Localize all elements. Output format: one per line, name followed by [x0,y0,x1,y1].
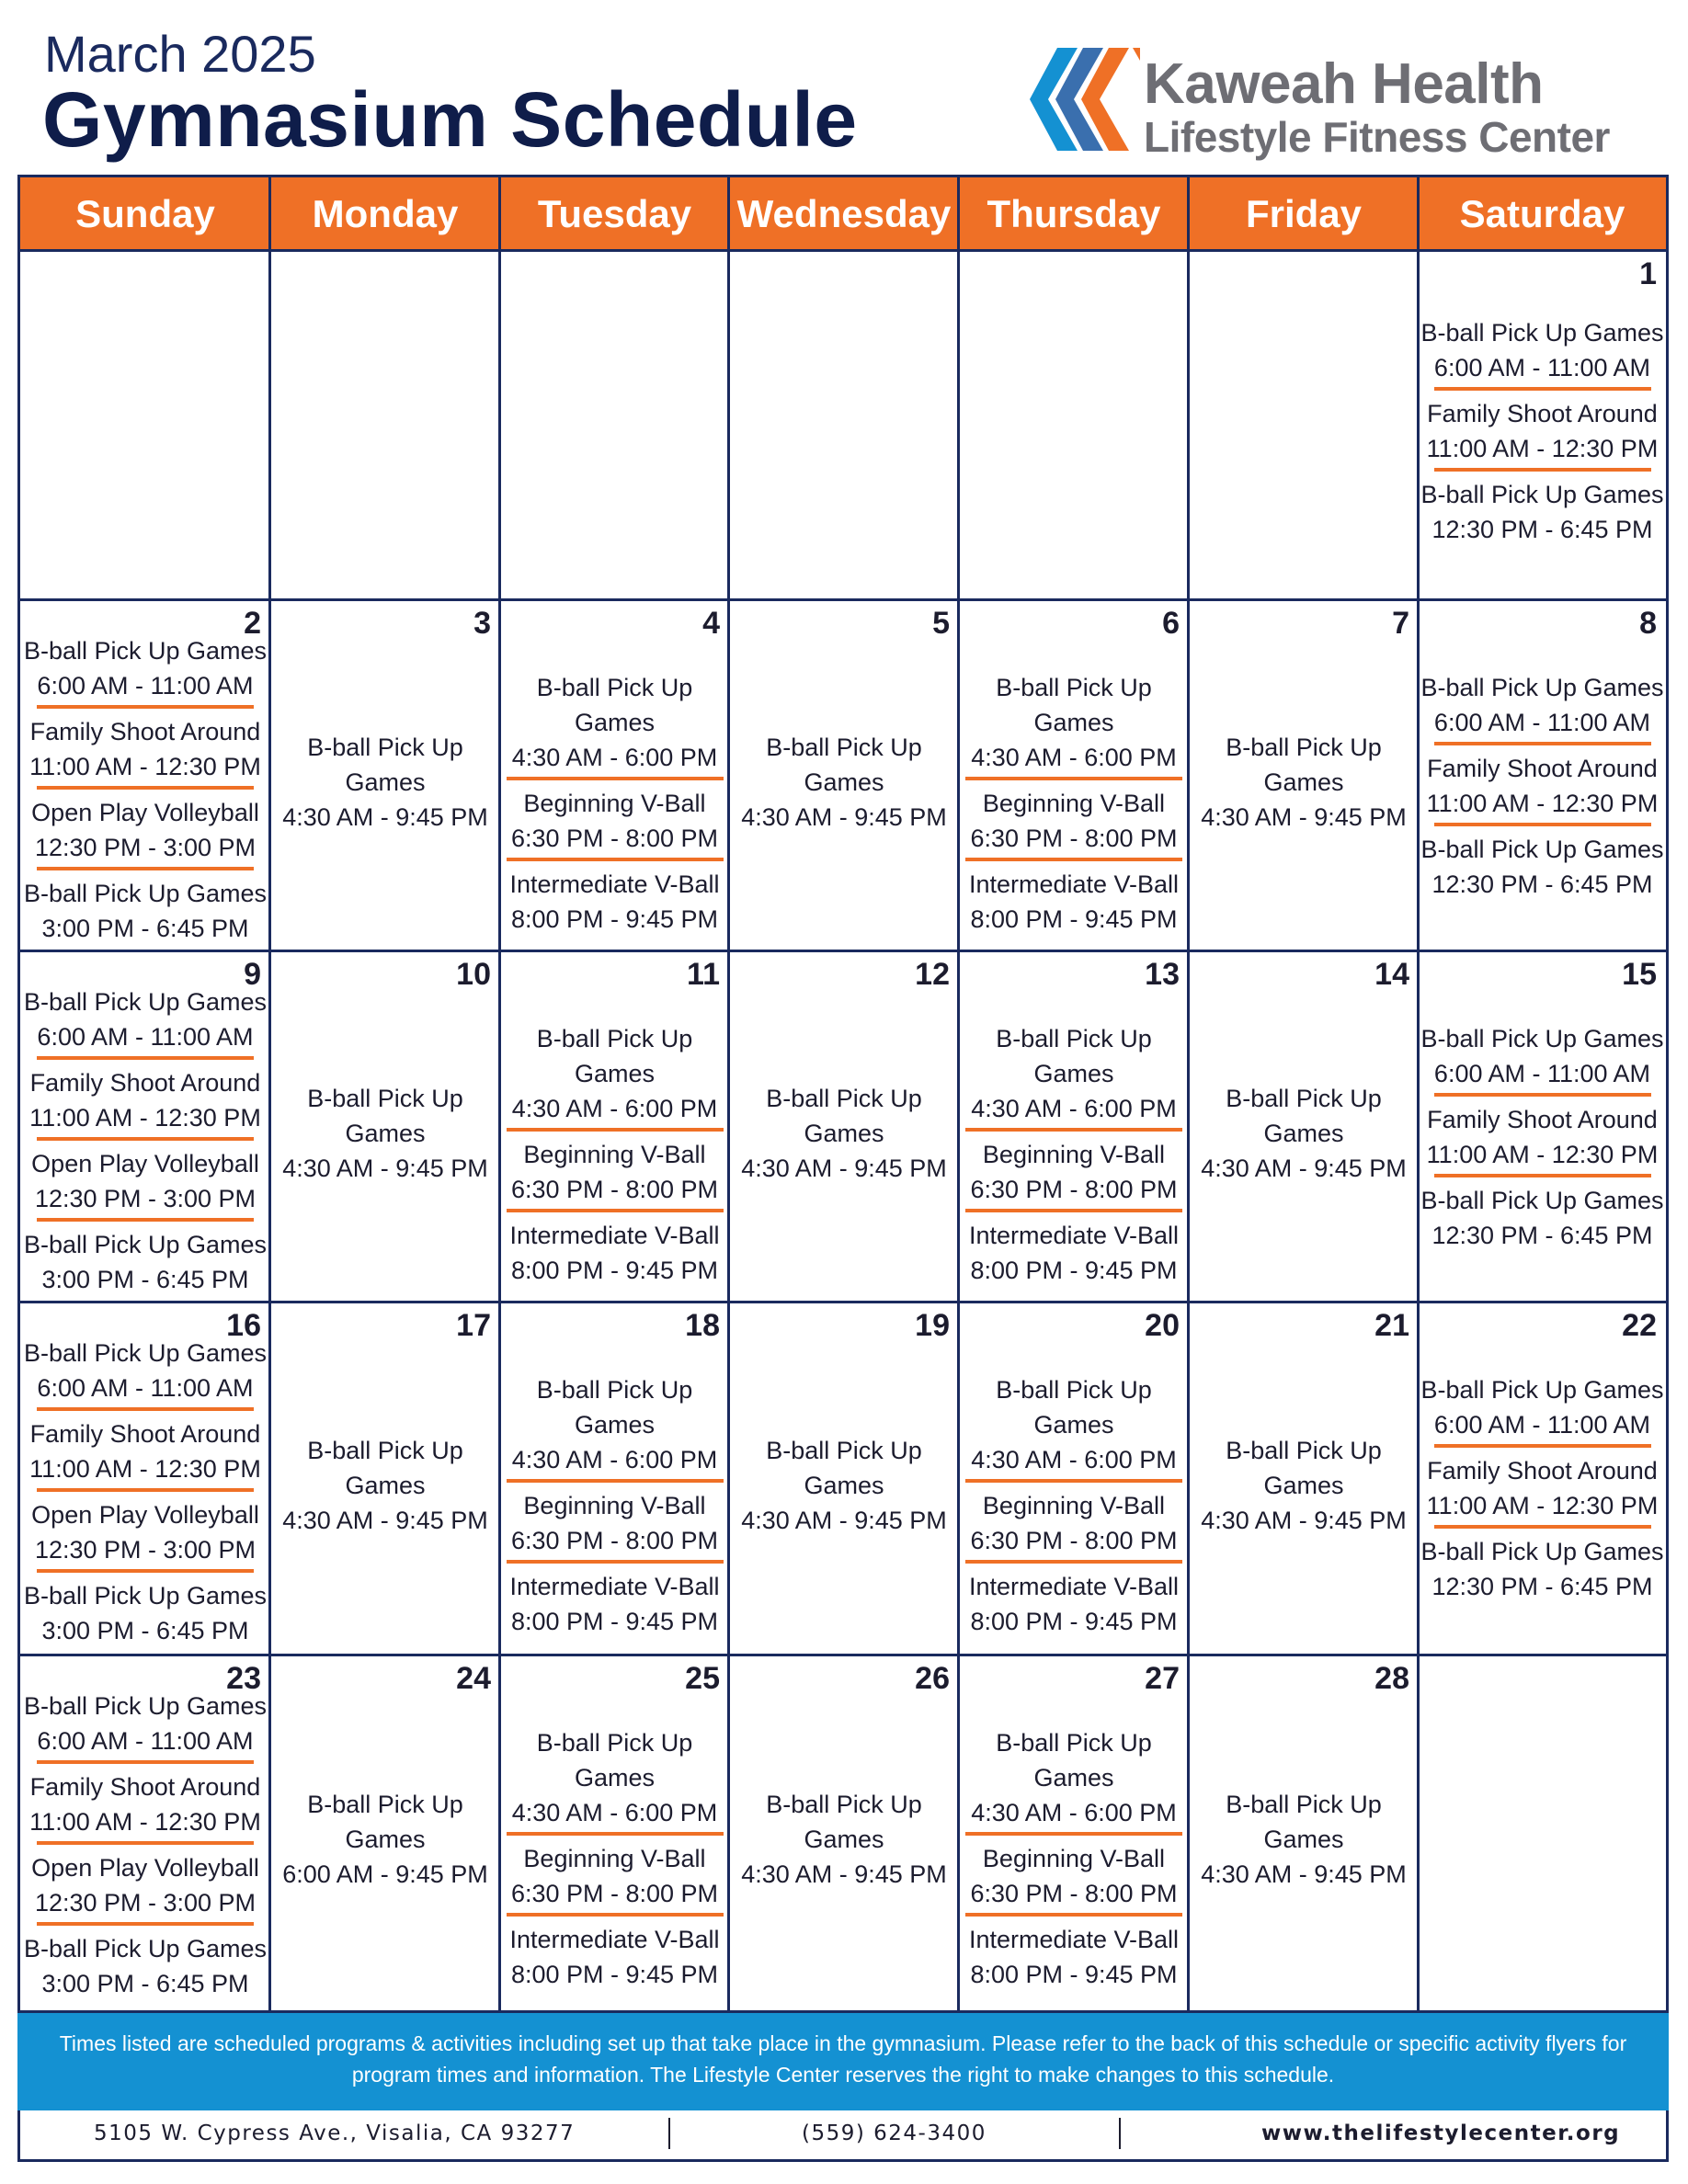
event-time: 8:00 PM - 9:45 PM [970,1257,1178,1284]
event-name: B-ball Pick Up Games [1420,836,1664,863]
day-cell [729,1302,959,1655]
day-number: 1 [1639,256,1657,291]
day-number: 14 [1374,957,1409,992]
event-name: Family Shoot Around [1427,400,1658,427]
event-list [20,984,270,1297]
event-list [20,1336,270,1648]
event-name: B-ball Pick Up Games [1226,1437,1382,1499]
event-divider [1434,1093,1651,1097]
day-cell [500,1302,729,1655]
event-time: 6:00 AM - 11:00 AM [37,672,254,700]
event-list [500,1725,729,1992]
day-cell [1189,1655,1419,2010]
event-name: Intermediate V-Ball [509,870,720,898]
event-name: Intermediate V-Ball [968,1573,1180,1600]
event-time: 8:00 PM - 9:45 PM [970,1608,1178,1635]
event-name: Intermediate V-Ball [509,1926,720,1953]
event-divider [1434,823,1651,826]
event-divider [37,1488,254,1492]
event-name: Beginning V-Ball [982,1492,1166,1519]
event-list [270,1787,500,1892]
event-time: 11:00 AM - 12:30 PM [1426,435,1659,462]
event-divider [965,1560,1182,1564]
event-time: 4:30 AM - 6:00 PM [511,1095,718,1122]
event-time: 3:00 PM - 6:45 PM [41,1266,249,1293]
empty-day-cell [959,251,1189,600]
event-name: B-ball Pick Up Games [1226,734,1382,796]
event-divider [507,1832,724,1836]
event-divider [1434,1444,1651,1448]
day-number: 16 [226,1308,261,1343]
event-time: 6:30 PM - 8:00 PM [510,1880,719,1907]
day-cell [1419,951,1666,1302]
event-time: 8:00 PM - 9:45 PM [510,905,719,933]
event-time: 4:30 AM - 9:45 PM [1201,1155,1407,1182]
event-name: Open Play Volleyball [31,1501,259,1529]
event-time: 12:30 PM - 3:00 PM [34,1536,257,1564]
day-cell [1189,600,1419,951]
event-name: B-ball Pick Up Games [1420,1376,1664,1404]
day-cell [729,1655,959,2010]
event-name: B-ball Pick Up Games [23,880,268,907]
event-divider [507,1479,724,1483]
event-time: 4:30 AM - 9:45 PM [282,1155,488,1182]
event-time: 4:30 AM - 9:45 PM [1201,1860,1407,1888]
event-name: B-ball Pick Up Games [1420,1538,1664,1565]
day-number: 26 [915,1661,950,1696]
event-time: 12:30 PM - 6:45 PM [1431,1573,1653,1600]
header-divider [268,177,271,251]
event-list [1189,1787,1419,1892]
schedule-month: March 2025 [44,25,316,83]
event-list [1419,1372,1666,1604]
empty-day-cell [1189,251,1419,600]
event-time: 6:00 AM - 11:00 AM [1433,354,1651,381]
day-number: 20 [1145,1308,1180,1343]
event-time: 4:30 AM - 9:45 PM [282,1507,488,1534]
event-time: 4:30 AM - 9:45 PM [741,803,947,831]
footer-phone: (559) 624-3400 [802,2121,987,2145]
event-name: B-ball Pick Up Games [307,734,463,796]
event-list [270,1433,500,1538]
footer [17,2110,1669,2162]
day-number: 10 [456,957,491,992]
event-list [959,670,1189,937]
event-time: 4:30 AM - 6:00 PM [971,1095,1177,1122]
event-name: B-ball Pick Up Games [23,988,268,1016]
event-divider [507,1209,724,1212]
event-time: 4:30 AM - 6:00 PM [511,1446,718,1473]
event-divider [965,1479,1182,1483]
event-name: Beginning V-Ball [523,1492,706,1519]
day-cell [500,600,729,951]
event-name: B-ball Pick Up Games [23,1582,268,1610]
event-divider [965,1913,1182,1917]
event-divider [37,1841,254,1845]
event-name: Open Play Volleyball [31,1854,259,1882]
event-time: 11:00 AM - 12:30 PM [29,1455,261,1483]
event-time: 6:30 PM - 8:00 PM [510,825,719,852]
event-list [1419,1021,1666,1253]
event-list [729,1433,959,1538]
event-time: 3:00 PM - 6:45 PM [41,1617,249,1644]
header-divider [498,177,501,251]
event-time: 11:00 AM - 12:30 PM [1426,790,1659,817]
event-name: B-ball Pick Up Games [1420,1025,1664,1052]
event-time: 8:00 PM - 9:45 PM [970,905,1178,933]
day-cell [20,1302,270,1655]
event-list [20,633,270,946]
day-number: 23 [226,1661,261,1696]
event-name: Family Shoot Around [29,718,261,745]
day-number: 13 [1145,957,1180,992]
event-divider [1434,742,1651,745]
day-cell [729,951,959,1302]
event-time: 6:00 AM - 11:00 AM [1433,709,1651,736]
day-number: 7 [1392,606,1409,641]
event-divider [965,1209,1182,1212]
event-divider [1434,387,1651,391]
weekday-friday: Friday [1245,192,1363,235]
event-divider [1434,1525,1651,1529]
event-time: 11:00 AM - 12:30 PM [29,1808,261,1836]
event-name: B-ball Pick Up Games [766,1437,922,1499]
day-number: 11 [687,957,720,992]
day-number: 9 [244,957,261,992]
event-name: B-ball Pick Up Games [996,1025,1152,1087]
event-name: B-ball Pick Up Games [536,1729,693,1792]
event-name: Family Shoot Around [29,1420,261,1448]
event-divider [37,1922,254,1926]
event-time: 6:00 AM - 11:00 AM [1433,1411,1651,1439]
event-divider [507,1560,724,1564]
event-time: 6:30 PM - 8:00 PM [510,1176,719,1203]
event-divider [37,786,254,790]
day-cell [1189,951,1419,1302]
event-name: B-ball Pick Up Games [1226,1085,1382,1147]
event-list [1189,730,1419,835]
event-divider [965,1128,1182,1132]
event-time: 4:30 AM - 6:00 PM [511,744,718,771]
event-name: B-ball Pick Up Games [536,1376,693,1439]
day-cell [1419,251,1666,600]
event-name: B-ball Pick Up Games [766,734,922,796]
event-list [500,1372,729,1639]
event-name: Beginning V-Ball [523,790,706,817]
event-name: B-ball Pick Up Games [307,1085,463,1147]
day-number: 15 [1622,957,1657,992]
day-number: 22 [1622,1308,1657,1343]
event-time: 4:30 AM - 9:45 PM [741,1860,947,1888]
day-cell [500,1655,729,2010]
event-time: 6:30 PM - 8:00 PM [970,1176,1178,1203]
footer-divider [1119,2118,1121,2149]
event-divider [965,1832,1182,1836]
event-name: B-ball Pick Up Games [23,1935,268,1962]
kaweah-health-logo [1030,48,1618,161]
event-name: Intermediate V-Ball [968,1222,1180,1249]
event-time: 4:30 AM - 9:45 PM [1201,1507,1407,1534]
footer-website[interactable]: www.thelifestylecenter.org [1261,2121,1621,2145]
calendar-grid [17,175,1669,2013]
event-name: Family Shoot Around [1427,1106,1658,1133]
day-number: 12 [915,957,950,992]
empty-day-cell [729,251,959,600]
event-divider [507,1128,724,1132]
day-cell [1419,1302,1666,1655]
day-cell [270,951,500,1302]
event-name: Beginning V-Ball [982,1845,1166,1872]
weekday-header [20,177,1666,251]
empty-day-cell [20,251,270,600]
event-time: 12:30 PM - 3:00 PM [34,1889,257,1917]
event-name: Beginning V-Ball [523,1141,706,1168]
event-name: B-ball Pick Up Games [996,674,1152,736]
event-divider [37,1760,254,1764]
event-name: Beginning V-Ball [982,1141,1166,1168]
event-time: 4:30 AM - 6:00 PM [971,1446,1177,1473]
header-divider [957,177,960,251]
day-number: 4 [702,606,720,641]
header-divider [1187,177,1190,251]
event-list [1419,670,1666,902]
event-time: 12:30 PM - 6:45 PM [1431,870,1653,898]
event-list [959,1021,1189,1288]
event-time: 8:00 PM - 9:45 PM [510,1961,719,1988]
event-divider [1434,468,1651,472]
day-cell [20,1655,270,2010]
day-cell [729,600,959,951]
event-name: B-ball Pick Up Games [23,1692,268,1720]
weekday-thursday: Thursday [987,192,1161,235]
event-time: 11:00 AM - 12:30 PM [1426,1492,1659,1519]
event-divider [37,1569,254,1573]
event-time: 6:30 PM - 8:00 PM [510,1527,719,1554]
event-name: B-ball Pick Up Games [1420,674,1664,701]
header-divider [727,177,730,251]
event-time: 4:30 AM - 6:00 PM [511,1799,718,1826]
empty-day-cell [270,251,500,600]
event-name: B-ball Pick Up Games [766,1085,922,1147]
event-name: B-ball Pick Up Games [1420,1187,1664,1214]
day-number: 2 [244,606,261,641]
event-name: Family Shoot Around [1427,755,1658,782]
day-cell [959,1302,1189,1655]
event-name: B-ball Pick Up Games [23,637,268,665]
day-number: 19 [915,1308,950,1343]
event-divider [37,705,254,709]
event-name: B-ball Pick Up Games [996,1376,1152,1439]
event-divider [37,1137,254,1141]
event-list [500,670,729,937]
weekday-saturday: Saturday [1459,192,1625,235]
event-name: B-ball Pick Up Games [1420,481,1664,508]
event-time: 6:00 AM - 11:00 AM [37,1374,254,1402]
day-cell [500,951,729,1302]
event-divider [965,777,1182,780]
event-time: 4:30 AM - 9:45 PM [741,1507,947,1534]
day-cell [270,1302,500,1655]
footer-divider [668,2118,670,2149]
event-time: 3:00 PM - 6:45 PM [41,915,249,942]
event-time: 11:00 AM - 12:30 PM [1426,1141,1659,1168]
event-list [729,1081,959,1186]
event-time: 6:30 PM - 8:00 PM [970,1527,1178,1554]
event-time: 11:00 AM - 12:30 PM [29,753,261,780]
day-cell [270,1655,500,2010]
event-time: 6:00 AM - 11:00 AM [1433,1060,1651,1087]
event-divider [1434,1174,1651,1177]
day-cell [1189,1302,1419,1655]
event-time: 12:30 PM - 6:45 PM [1431,516,1653,543]
event-name: Intermediate V-Ball [509,1573,720,1600]
day-number: 25 [685,1661,720,1696]
weekday-monday: Monday [312,192,459,235]
day-number: 18 [685,1308,720,1343]
weekday-wednesday: Wednesday [736,192,952,235]
event-list [500,1021,729,1288]
event-list [20,1689,270,2001]
event-name: B-ball Pick Up Games [766,1791,922,1853]
event-divider [965,858,1182,861]
day-cell [1419,600,1666,951]
event-time: 6:00 AM - 11:00 AM [37,1023,254,1051]
day-number: 21 [1374,1308,1409,1343]
event-list [959,1725,1189,1992]
footer-address: 5105 W. Cypress Ave., Visalia, CA 93277 [94,2121,576,2145]
event-time: 8:00 PM - 9:45 PM [510,1257,719,1284]
day-number: 3 [473,606,491,641]
event-time: 6:30 PM - 8:00 PM [970,1880,1178,1907]
schedule-title: Gymnasium Schedule [42,76,858,163]
event-name: B-ball Pick Up Games [23,1339,268,1367]
event-name: Beginning V-Ball [982,790,1166,817]
event-time: 8:00 PM - 9:45 PM [970,1961,1178,1988]
event-time: 6:30 PM - 8:00 PM [970,825,1178,852]
weekday-sunday: Sunday [75,192,215,235]
event-name: B-ball Pick Up Games [536,674,693,736]
event-time: 11:00 AM - 12:30 PM [29,1104,261,1132]
day-cell [20,600,270,951]
event-name: B-ball Pick Up Games [536,1025,693,1087]
schedule-notice: Times listed are scheduled programs & activities including set up that take place in the gymnasium. Please refer to the back of this schedule or specific activity flyers for program times and information. The Lifestyle Center reserves the right to make changes to this schedule. [17,2013,1669,2110]
day-number: 5 [932,606,950,641]
event-name: Family Shoot Around [1427,1457,1658,1484]
event-name: Beginning V-Ball [523,1845,706,1872]
event-name: Intermediate V-Ball [509,1222,720,1249]
event-name: B-ball Pick Up Games [1226,1791,1382,1853]
event-name: Open Play Volleyball [31,799,259,826]
event-divider [37,1407,254,1411]
weekday-tuesday: Tuesday [537,192,692,235]
event-list [959,1372,1189,1639]
event-divider [507,1913,724,1917]
event-name: B-ball Pick Up Games [23,1231,268,1258]
event-name: B-ball Pick Up Games [996,1729,1152,1792]
day-number: 24 [456,1661,491,1696]
event-list [1189,1433,1419,1538]
event-name: B-ball Pick Up Games [307,1791,463,1853]
event-time: 12:30 PM - 3:00 PM [34,834,257,861]
logo-line-1: Kaweah Health [1144,52,1544,116]
day-cell [959,1655,1189,2010]
event-divider [37,1218,254,1222]
day-number: 6 [1162,606,1180,641]
event-list [1419,315,1666,547]
day-cell [20,951,270,1302]
event-time: 4:30 AM - 6:00 PM [971,744,1177,771]
event-time: 4:30 AM - 9:45 PM [282,803,488,831]
event-list [270,730,500,835]
day-number: 8 [1639,606,1657,641]
event-time: 3:00 PM - 6:45 PM [41,1970,249,1997]
event-time: 12:30 PM - 3:00 PM [34,1185,257,1212]
event-time: 8:00 PM - 9:45 PM [510,1608,719,1635]
event-time: 4:30 AM - 9:45 PM [741,1155,947,1182]
day-cell [270,600,500,951]
empty-day-cell [500,251,729,600]
event-divider [37,867,254,870]
event-name: Intermediate V-Ball [968,1926,1180,1953]
event-time: 12:30 PM - 6:45 PM [1431,1222,1653,1249]
event-list [729,1787,959,1892]
event-name: B-ball Pick Up Games [1420,319,1664,347]
event-time: 4:30 AM - 9:45 PM [1201,803,1407,831]
event-divider [507,777,724,780]
event-name: Family Shoot Around [29,1773,261,1801]
event-name: Family Shoot Around [29,1069,261,1097]
event-time: 6:00 AM - 9:45 PM [282,1860,488,1888]
empty-day-cell [1419,1655,1666,2010]
event-list [1189,1081,1419,1186]
logo-mark-icon [1030,48,1140,151]
header-divider [1417,177,1420,251]
event-list [729,730,959,835]
event-time: 6:00 AM - 11:00 AM [37,1727,254,1755]
day-cell [959,951,1189,1302]
event-list [270,1081,500,1186]
event-name: Open Play Volleyball [31,1150,259,1177]
day-number: 17 [456,1308,491,1343]
event-name: Intermediate V-Ball [968,870,1180,898]
event-name: B-ball Pick Up Games [307,1437,463,1499]
event-time: 4:30 AM - 6:00 PM [971,1799,1177,1826]
day-number: 28 [1374,1661,1409,1696]
event-divider [37,1056,254,1060]
day-cell [959,600,1189,951]
day-number: 27 [1145,1661,1180,1696]
logo-line-2: Lifestyle Fitness Center [1144,113,1610,161]
event-divider [507,858,724,861]
